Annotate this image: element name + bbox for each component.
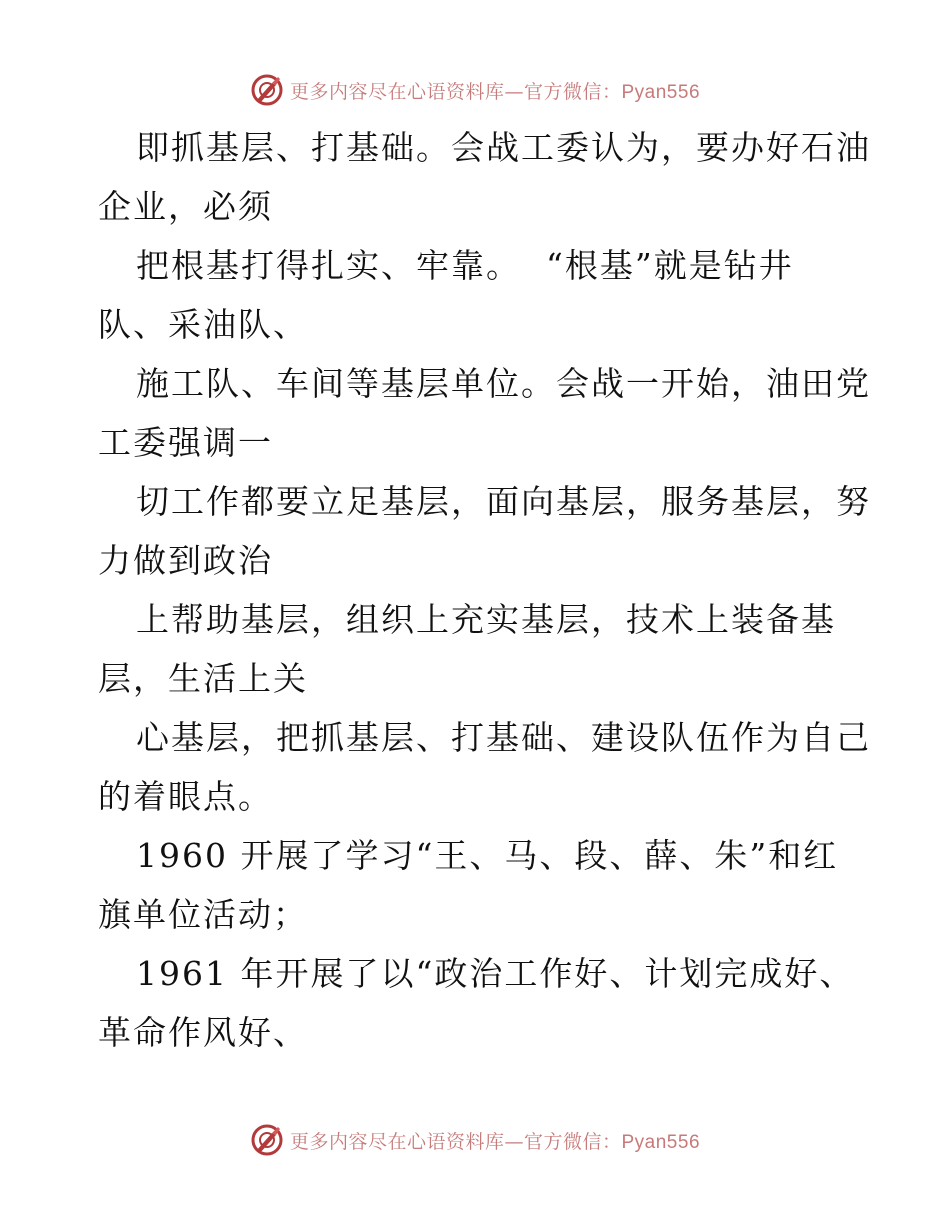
text-line: 即抓基层、打基础。会战工委认为，要办好石油 (136, 128, 871, 167)
text-line: 把根基打得扎实、牢靠。 “根基”就是钻井 (136, 246, 794, 285)
text-line: 1960 开展了学习“王、马、段、薛、朱”和红 (136, 836, 839, 875)
logo-icon (250, 73, 284, 107)
text-line: 1961 年开展了以“政治工作好、计划完成好、 (136, 954, 855, 993)
logo-icon (250, 1123, 284, 1157)
text-line: 工委强调一 (98, 423, 273, 462)
text-line: 的着眼点。 (98, 777, 273, 816)
header-watermark (0, 70, 950, 110)
text-line: 队、采油队、 (98, 305, 308, 344)
text-line: 力做到政治 (98, 541, 273, 580)
text-line: 切工作都要立足基层，面向基层，服务基层，努 (136, 482, 871, 521)
footer-watermark (0, 1120, 950, 1160)
text-line: 企业，必须 (98, 187, 273, 226)
text-line: 层，生活上关 (98, 659, 308, 698)
watermark-text: 更多内容尽在心语资料库—官方微信：Pyan556 (289, 1130, 701, 1153)
wechat-id: Pyan556 (621, 81, 701, 103)
wechat-id: Pyan556 (621, 1131, 701, 1153)
text-line: 上帮助基层，组织上充实基层，技术上装备基 (136, 600, 836, 639)
text-line: 旗单位活动； (98, 895, 308, 934)
text-line: 革命作风好、 (98, 1013, 308, 1052)
text-line: 心基层，把抓基层、打基础、建设队伍作为自己 (136, 718, 871, 757)
document-body (98, 118, 871, 1062)
text-line: 施工队、车间等基层单位。会战一开始，油田党 (136, 364, 871, 403)
watermark-banner (250, 1123, 700, 1157)
watermark-text: 更多内容尽在心语资料库—官方微信：Pyan556 (289, 80, 701, 103)
watermark-banner (250, 73, 700, 107)
